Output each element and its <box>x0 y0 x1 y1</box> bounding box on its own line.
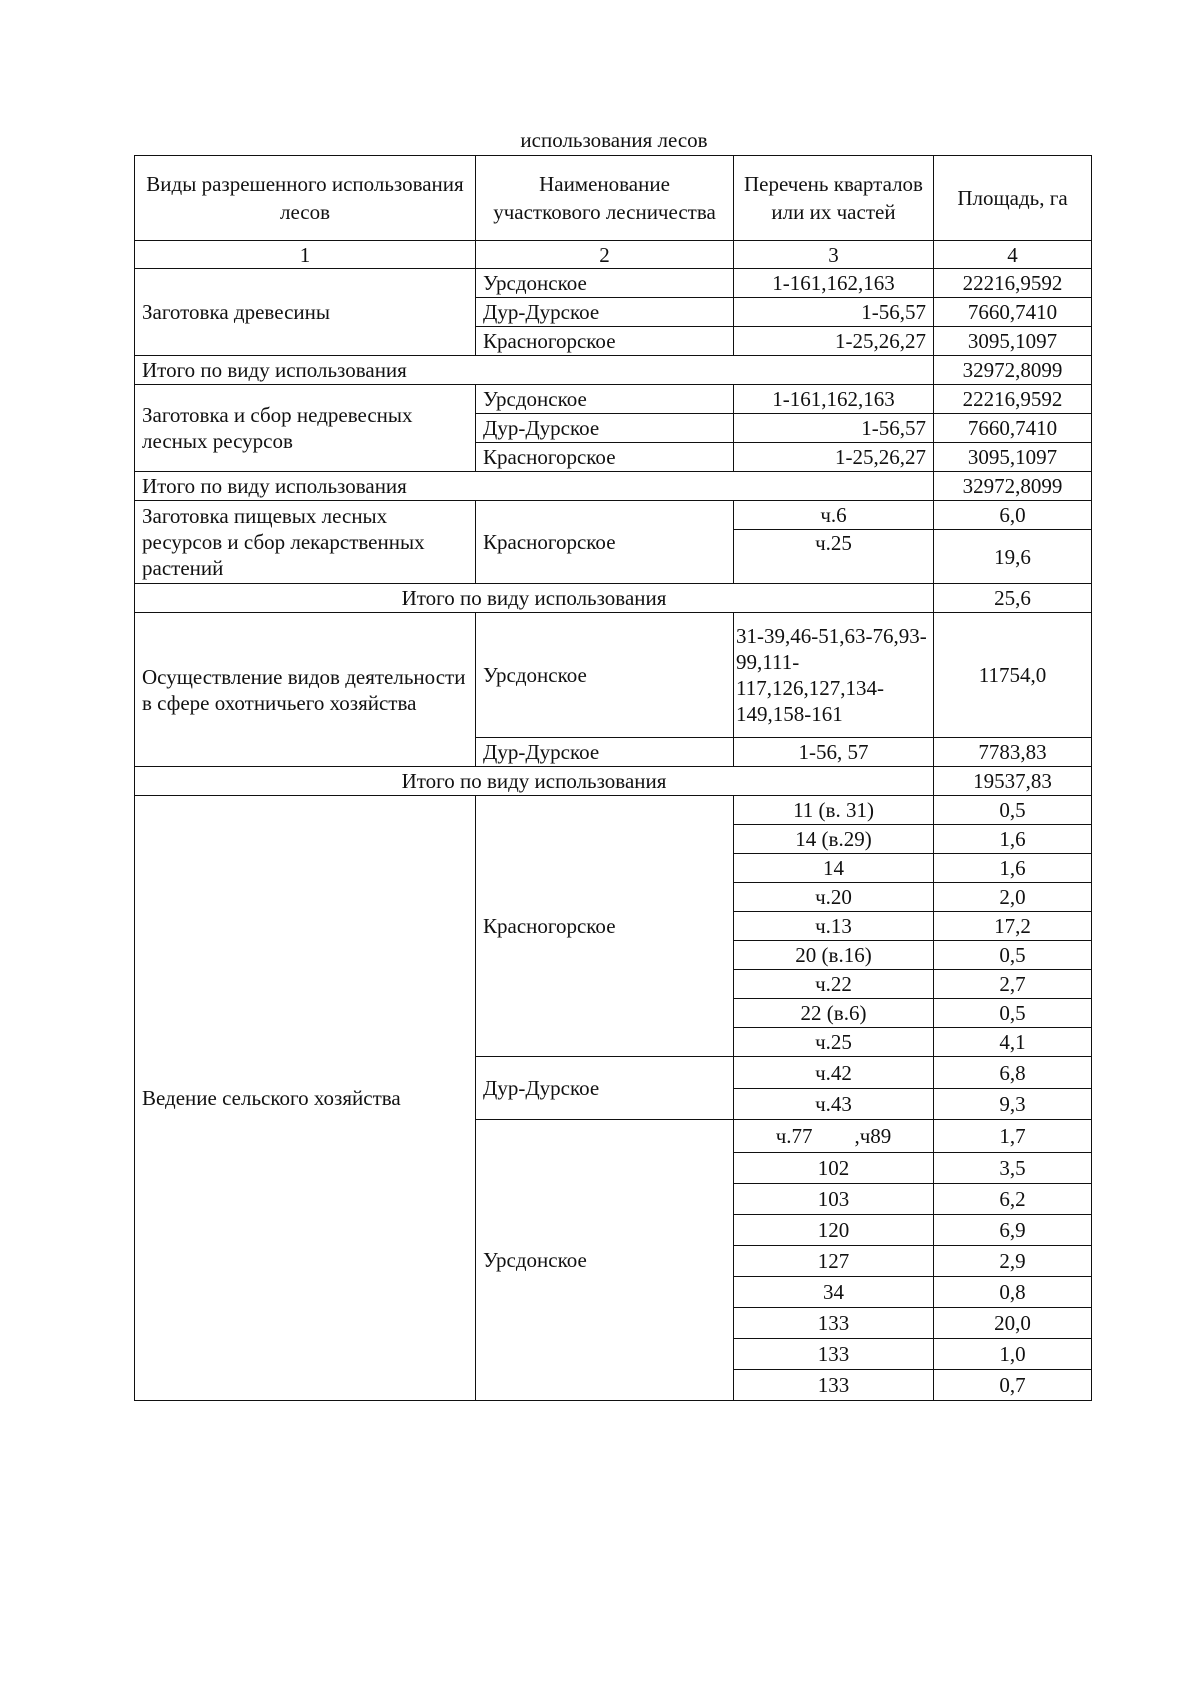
header-row <box>135 156 1092 241</box>
quarters-cell: 11 (в. 31) <box>734 796 934 825</box>
forestry-cell: Дур-Дурское <box>476 414 734 443</box>
forestry-cell: Дур-Дурское <box>476 738 734 767</box>
quarters-cell: 120 <box>734 1215 934 1246</box>
area-cell: 1,7 <box>934 1120 1092 1153</box>
area-cell: 1,0 <box>934 1339 1092 1370</box>
area-cell: 6,2 <box>934 1184 1092 1215</box>
table-row <box>135 796 1092 825</box>
area-cell: 22216,9592 <box>934 269 1092 298</box>
forestry-cell: Урсдонское <box>476 1120 734 1401</box>
header-quarters: Перечень кварталов или их частей <box>734 156 934 241</box>
quarters-cell: ч.25 <box>734 530 934 584</box>
use-type-cell: Заготовка пищевых лесных ресурсов и сбор лекарственных растений <box>135 501 476 584</box>
quarters-cell: ч.25 <box>734 1028 934 1057</box>
area-cell: 17,2 <box>934 912 1092 941</box>
area-cell: 7783,83 <box>934 738 1092 767</box>
area-cell: 3095,1097 <box>934 443 1092 472</box>
column-number: 1 <box>135 241 476 269</box>
use-type-cell: Заготовка древесины <box>135 269 476 356</box>
area-cell: 0,5 <box>934 796 1092 825</box>
area-cell: 0,7 <box>934 1370 1092 1401</box>
quarters-cell: 1-56, 57 <box>734 738 934 767</box>
quarters-cell: 1-25,26,27 <box>734 443 934 472</box>
area-cell: 2,9 <box>934 1246 1092 1277</box>
quarters-cell: ч.20 <box>734 883 934 912</box>
quarters-cell: 34 <box>734 1277 934 1308</box>
quarters-cell: 1-161,162,163 <box>734 385 934 414</box>
forestry-cell: Урсдонское <box>476 613 734 738</box>
total-row <box>135 584 1092 613</box>
quarters-cell: 1-25,26,27 <box>734 327 934 356</box>
use-type-cell: Ведение сельского хозяйства <box>135 796 476 1401</box>
quarters-cell: ч.43 <box>734 1089 934 1120</box>
forest-use-table <box>134 155 1092 1401</box>
quarters-cell: 1-56,57 <box>734 414 934 443</box>
area-cell: 7660,7410 <box>934 414 1092 443</box>
column-number: 3 <box>734 241 934 269</box>
forestry-cell: Красногорское <box>476 796 734 1057</box>
column-number: 2 <box>476 241 734 269</box>
total-label: Итого по виду использования <box>135 356 934 385</box>
quarters-cell: 127 <box>734 1246 934 1277</box>
forestry-cell: Дур-Дурское <box>476 298 734 327</box>
area-cell: 3095,1097 <box>934 327 1092 356</box>
total-row <box>135 767 1092 796</box>
area-cell: 0,5 <box>934 941 1092 970</box>
total-label: Итого по виду использования <box>135 472 934 501</box>
quarters-cell: 14 <box>734 854 934 883</box>
quarters-cell: 1-161,162,163 <box>734 269 934 298</box>
quarters-cell: 103 <box>734 1184 934 1215</box>
area-cell: 0,5 <box>934 999 1092 1028</box>
area-cell: 20,0 <box>934 1308 1092 1339</box>
quarters-cell: ч.77 ,ч89 <box>734 1120 934 1153</box>
forestry-cell: Урсдонское <box>476 269 734 298</box>
quarters-cell: 133 <box>734 1339 934 1370</box>
use-type-cell: Осуществление видов деятельности в сфере охотничьего хозяйства <box>135 613 476 767</box>
forestry-cell: Урсдонское <box>476 385 734 414</box>
table-caption: использования лесов <box>520 128 708 152</box>
quarters-cell: 14 (в.29) <box>734 825 934 854</box>
forestry-cell: Красногорское <box>476 443 734 472</box>
table-row <box>135 269 1092 298</box>
quarters-cell: 1-56,57 <box>734 298 934 327</box>
forestry-cell: Дур-Дурское <box>476 1057 734 1120</box>
quarters-cell: 31-39,46-51,63-76,93-99,111-117,126,127,134-149,158-161 <box>734 613 934 738</box>
area-cell: 4,1 <box>934 1028 1092 1057</box>
area-cell: 2,0 <box>934 883 1092 912</box>
area-cell: 6,9 <box>934 1215 1092 1246</box>
total-label: Итого по виду использования <box>135 584 934 613</box>
table-row <box>135 613 1092 738</box>
quarters-cell: 20 (в.16) <box>734 941 934 970</box>
area-cell: 7660,7410 <box>934 298 1092 327</box>
area-cell: 0,8 <box>934 1277 1092 1308</box>
area-cell: 11754,0 <box>934 613 1092 738</box>
total-value: 25,6 <box>934 584 1092 613</box>
area-cell: 1,6 <box>934 854 1092 883</box>
total-row <box>135 356 1092 385</box>
header-forestry: Наименование участкового лесничества <box>476 156 734 241</box>
total-value: 32972,8099 <box>934 356 1092 385</box>
header-use-type: Виды разрешенного использования лесов <box>135 156 476 241</box>
table-row <box>135 385 1092 414</box>
quarters-cell: 133 <box>734 1308 934 1339</box>
total-value: 19537,83 <box>934 767 1092 796</box>
quarters-cell: ч.13 <box>734 912 934 941</box>
forestry-cell: Красногорское <box>476 501 734 584</box>
total-row <box>135 472 1092 501</box>
quarters-cell: ч.42 <box>734 1057 934 1089</box>
total-value: 32972,8099 <box>934 472 1092 501</box>
area-cell: 6,8 <box>934 1057 1092 1089</box>
quarters-cell: 133 <box>734 1370 934 1401</box>
header-area: Площадь, га <box>934 156 1092 241</box>
area-cell: 19,6 <box>934 530 1092 584</box>
quarters-cell: ч.6 <box>734 501 934 530</box>
area-cell: 22216,9592 <box>934 385 1092 414</box>
area-cell: 2,7 <box>934 970 1092 999</box>
total-label: Итого по виду использования <box>135 767 934 796</box>
quarters-cell: ч.22 <box>734 970 934 999</box>
area-cell: 1,6 <box>934 825 1092 854</box>
area-cell: 6,0 <box>934 501 1092 530</box>
area-cell: 9,3 <box>934 1089 1092 1120</box>
column-number-row <box>135 241 1092 269</box>
table-row <box>135 501 1092 530</box>
use-type-cell: Заготовка и сбор недревесных лесных ресурсов <box>135 385 476 472</box>
area-cell: 3,5 <box>934 1153 1092 1184</box>
quarters-cell: 22 (в.6) <box>734 999 934 1028</box>
quarters-cell: 102 <box>734 1153 934 1184</box>
column-number: 4 <box>934 241 1092 269</box>
forestry-cell: Красногорское <box>476 327 734 356</box>
